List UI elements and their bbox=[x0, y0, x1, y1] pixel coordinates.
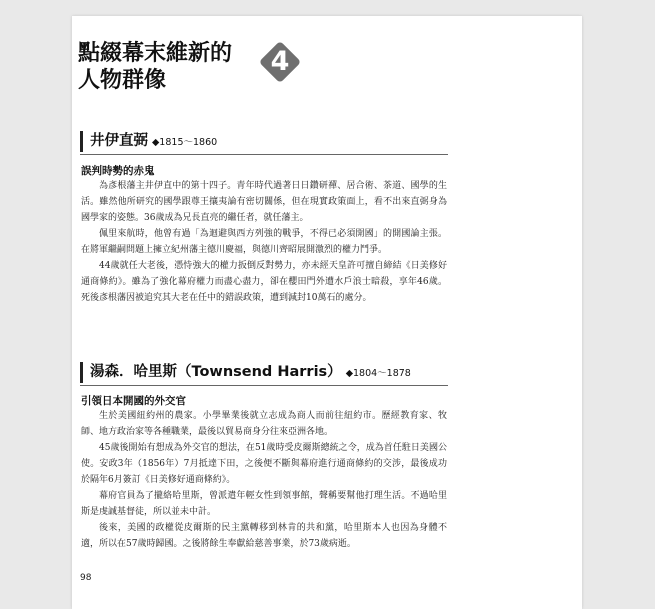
section-body bbox=[81, 408, 447, 552]
paragraph: 生於美國紐約州的農家。小學畢業後就立志成為商人而前往紐約市。歷經教育家、牧師、地方政治家等各種職業，最後以貿易商身分往來亞洲各地。 bbox=[81, 411, 447, 437]
paragraph: 44歲就任大老後，憑恃強大的權力扳倒反對勢力，亦未經天皇許可擅自締結《日美修好通商條約》。雖為了強化幕府權力而盡心盡力，卻在櫻田門外遭水戶浪士暗殺，享年46歲。死後彥根藩因被追究其大老在任中的錯誤政策，遭到減封10萬石的處分。 bbox=[81, 261, 447, 303]
chapter-number: 4 bbox=[270, 46, 290, 77]
person-years: ◆1804～1878 bbox=[345, 368, 411, 379]
heading-bar bbox=[80, 362, 83, 383]
chapter-number-badge bbox=[255, 37, 305, 87]
person-name: 井伊直弼 bbox=[90, 133, 148, 149]
section-subtitle: 引領日本開國的外交官 bbox=[81, 395, 186, 407]
person-years: ◆1815～1860 bbox=[152, 137, 218, 148]
chapter-title-line-1: 點綴幕末維新的 bbox=[78, 41, 233, 66]
paragraph: 為彥根藩主井伊直中的第十四子。青年時代過著日日鑽研禪、居合術、茶道、國學的生活。雖然他所研究的國學跟尊王攘夷論有密切關係，但在現實政策面上，看不出來直弼身為國學家的姿態。36歲成為兄長直亮的繼任者，就任藩主。 bbox=[81, 181, 447, 223]
section-body bbox=[81, 178, 447, 306]
paragraph: 後來，美國的政權從皮爾斯的民主黨轉移到林肯的共和黨，哈里斯本人也因為身體不適，所以在57歲時歸國。之後將餘生奉獻給慈善事業，於73歲病逝。 bbox=[81, 523, 447, 549]
section-subtitle: 誤判時勢的赤鬼 bbox=[81, 165, 155, 177]
section-heading-townsend-harris bbox=[80, 360, 448, 386]
paragraph: 45歲後開始有想成為外交官的想法，在51歲時受皮爾斯總統之令，成為首任駐日美國公使。安政3年（1856年）7月抵達下田，之後便不斷與幕府進行通商條約的交涉，最後成功於隔年6月簽訂《日美修好通商條約》。 bbox=[81, 443, 447, 485]
heading-bar bbox=[80, 131, 83, 152]
paragraph: 佩里來航時，他曾有過「為迴避與西方列強的戰爭，不得已必須開國」的開國論主張。在將軍繼嗣問題上擁立紀州藩主德川慶福，與德川齊昭展開激烈的權力鬥爭。 bbox=[81, 229, 447, 255]
page-number: 98 bbox=[80, 573, 92, 583]
chapter-title-line-2: 人物群像 bbox=[78, 68, 167, 93]
person-name: 湯森．哈里斯（Townsend Harris） bbox=[90, 364, 342, 380]
paragraph: 幕府官員為了攏絡哈里斯，曾派遣年輕女性到領事館，聲稱要幫他打理生活。不過哈里斯是虔誠基督徒，所以並未中計。 bbox=[81, 491, 447, 517]
section-heading-ii-naosuke bbox=[80, 129, 448, 155]
chapter-title bbox=[78, 40, 232, 94]
